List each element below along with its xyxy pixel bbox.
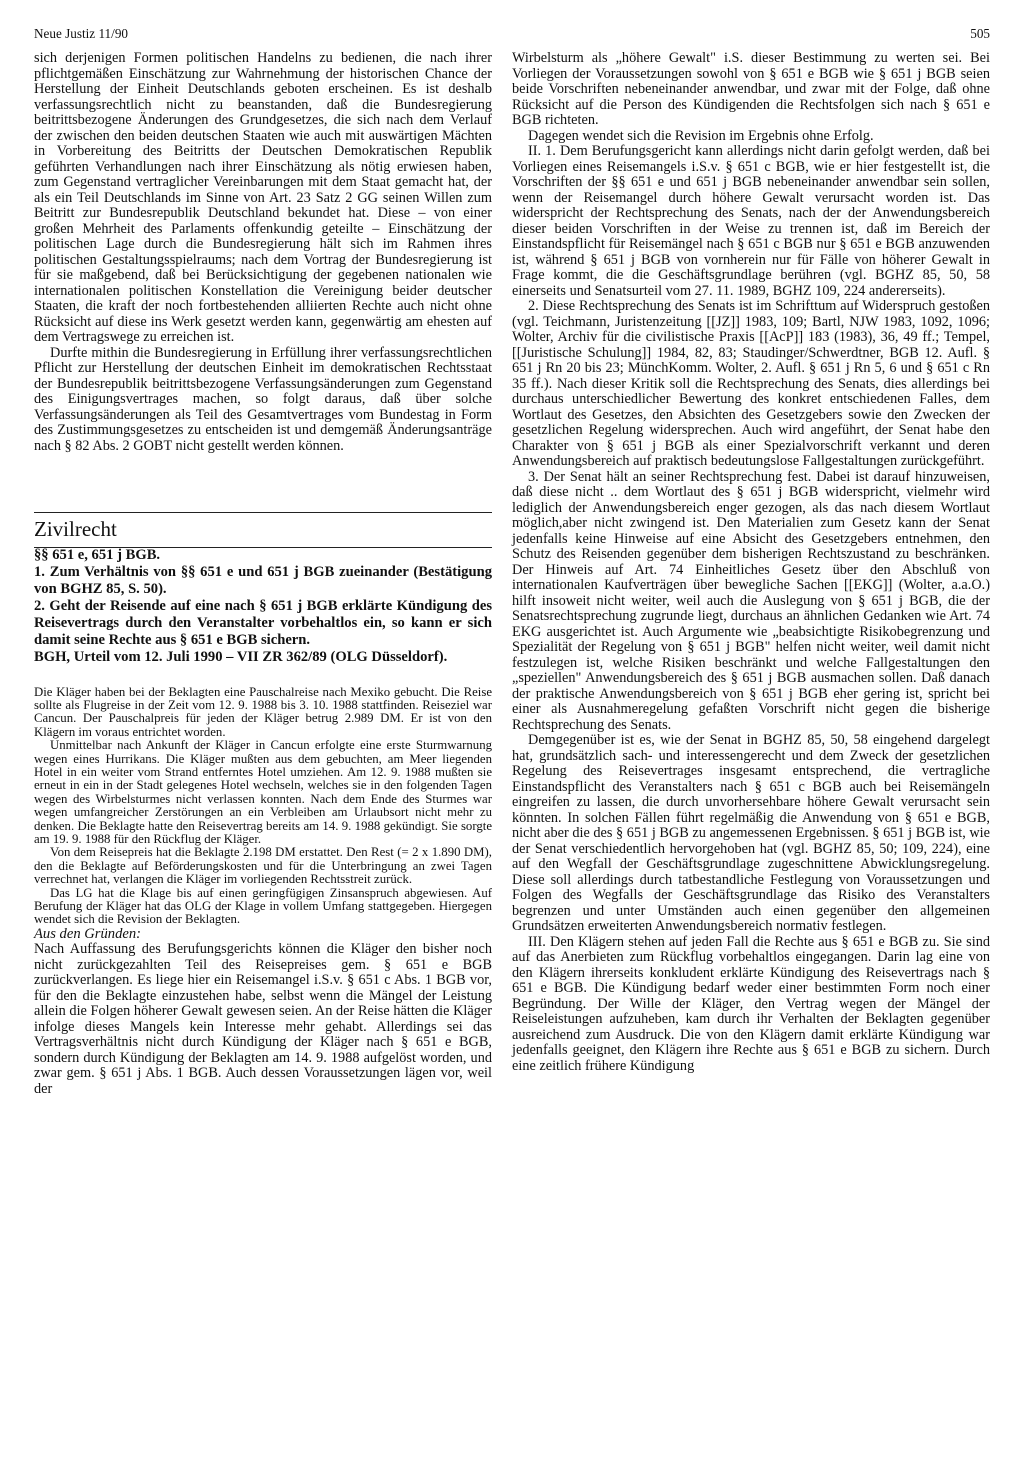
section-divider <box>34 512 492 513</box>
section-title: Zivilrecht <box>34 517 117 541</box>
paragraph: III. Den Klägern stehen auf jeden Fall die Rechte aus § 651 e BGB zu. Sie sind auf das Anerbieten zum Rückflug vorbehaltlos eingegangen. Darin lag eine von den Klägern ihrerseits konkludent erklärte Kündigung des Reisevertrags nach § 651 e BGB. Die Kündigung bedarf weder einer bestimmten Form noch einer Begründung. Der Wille der Kläger, den Vertrag wegen der Mängel der Reiseleistungen aufzuheben, kam durch ihr Verhalten der Beklagten gegenüber ausreichend zum Ausdruck. Die von den Klägern damit erklärte Kündigung war jedenfalls geeignet, den Klägern ihre Rechte aus § 651 e BGB zu sichern. Durch eine zeitlich frühere Kündigung <box>512 933 990 1074</box>
statute-reference: §§ 651 e, 651 j BGB. <box>34 547 161 563</box>
facts-paragraph: Von dem Reisepreis hat die Beklagte 2.198 DM erstattet. Den Rest (= 2 x 1.890 DM), den die Beklagte auf Beförderungskosten und für die Unterbringung an zwei Tagen verrechnet hat, verlangen die Kläger im vorliegenden Rechtsstreit zurück. <box>34 845 492 887</box>
headnote-1: 1. Zum Verhältnis von §§ 651 e und 651 j BGB zueinander (Bestätigung von BGHZ 85, S. 50). <box>34 563 492 597</box>
paragraph: Demgegenüber ist es, wie der Senat in BGHZ 85, 50, 58 eingehend dargelegt hat, grundsätzlich sach- und interessengerecht und dem Zweck der gesetzlichen Regelung des Reisevertrages insgesamt entsprechend, die vertragliche Einstandspflicht des Veranstalters nach § 651 c BGB auch bei Reisemängeln eingreifen zu lassen, die durch unvorhersehbare höhere Gewalt verursacht sein könnten. In solchen Fällen führt regelmäßig die Anwendung von § 651 e BGB, nicht aber die des § 651 j BGB zu angemessenen Ergebnissen. § 651 j BGB ist, wie der Senat verschiedentlich hervorgehoben hat (vgl. BGHZ 85, 50; 109, 224), eine auf den Wegfall der Geschäftsgrundlage zugeschnittene Abwicklungsregelung. Diese soll allerdings durch tatbestandliche Festlegung von Voraussetzungen und Folgen des Wegfalls der Geschäftsgrundlage das Risiko des Veranstalters begrenzen und unter Umständen auch einen gegenüber den allgemeinen Grundsätzen erweiterten Anwendungsbereich normativ festlegen. <box>512 732 990 934</box>
facts-paragraph: Unmittelbar nach Ankunft der Kläger in Cancun erfolgte eine erste Sturmwarnung wegen eines Hurrikans. Die Kläger mußten aus dem gebuchten, am Meer liegenden Hotel in ein weiter vom Strand entferntes Hotel umziehen. Am 12. 9. 1988 mußten sie erneut in ein in der Stadt gelegenes Hotel wechseln, welches sie in den folgenden Tagen wegen des Wirbelsturmes nicht verlassen konnten. Nach dem Ende des Sturmes war wegen umfangreicher Zerstörungen an ein Verbleiben am Urlaubsort nicht mehr zu denken. Die Beklagte hatte den Reisevertrag bereits am 14. 9. 1988 gekündigt. Sie sorgte am 19. 9. 1988 für den Rückflug der Kläger. <box>34 738 492 846</box>
paragraph: II. 1. Dem Berufungsgericht kann allerdings nicht darin gefolgt werden, daß bei Vorliegen eines Reisemangels i.S.v. § 651 c BGB, wie er hier festgestellt ist, die Vorschriften der §§ 651 e und 651 j BGB nebeneinander anwendbar sein sollen, wenn der Reisemangel durch höhere Gewalt verursacht worden ist. Das widerspricht der Rechtsprechung des Senats, nach der der Anwendungsbereich dieser beiden Vorschriften in der Weise zu trennen ist, daß im Bereich der Einstandspflicht für Reisemängel nach § 651 c BGB nur § 651 e BGB anzuwenden ist, während § 651 j BGB von vornherein nur für Fälle von höherer Gewalt in Frage kommt, die die Geschäftsgrundlage berühren (vgl. BGHZ 85, 50, 58 einerseits und Senatsurteil vom 27. 11. 1989, BGHZ 109, 224 andererseits). <box>512 143 990 299</box>
journal-issue: Neue Justiz 11/90 <box>34 26 129 41</box>
paragraph: sich derjenigen Formen politischen Handelns zu bedienen, die nach ihrer pflichtgemäßen Einschätzung zur Wahrnehmung der historischen Chance der Herstellung der Einheit Deutschlands geboten erscheinen. Es ist deshalb verfassungsrechtlich nicht zu beanstanden, daß die Bundesregierung beitrittsbezogene Änderungen des Grundgesetzes, die sich nach dem Verlauf der zwischen den beiden deutschen Staaten wie auch mit auswärtigen Mächten in Vorbereitung des Beitritts der Deutschen Demokratischen Republik geführten Verhandlungen nach ihrer Einschätzung als nötig erwiesen haben, zum Gegenstand vertraglicher Vereinbarungen mit dem Staat gemacht hat, der als ein Teil Deutschlands im Sinne von Art. 23 Satz 2 GG seinen Willen zum Beitritt zur Bundesrepublik Deutschland bekundet hat. Diese – von einer großen Mehrheit des Parlaments offenkundig geteilte – Einschätzung der politischen Lage durch die Bundesregierung hält sich im Rahmen ihres politischen Gestaltungsspielraums; nach dem Vortrag der Bundesregierung ist für sie maßgebend, daß bei Berücksichtigung der gegebenen nationalen wie internationalen politischen Konstellation die Vereinigung beider deutscher Staaten, die kraft der noch fortbestehenden alliierten Rechte auch nicht ohne Rücksicht auf diese ins Werk gesetzt werden kann, gegenwärtig am ehesten auf dem Vertragswege zu erreichen ist. <box>34 50 492 345</box>
paragraph: Durfte mithin die Bundesregierung in Erfüllung ihrer verfassungsrechtlichen Pflicht zur Herstellung der deutschen Einheit im demokratischen Rechtsstaat der Bundesrepublik beitrittsbezogene Verfassungsänderungen zum Gegenstand des Einigungsvertrages machen, so folgt daraus, daß über solche Verfassungsänderungen als Teil des Gesamtvertrages vom Bundestag in Form des Zustimmungsgesetzes zu entscheiden ist und demgemäß Änderungsanträge nach § 82 Abs. 2 GOBT nicht gestellt werden können. <box>34 344 492 454</box>
paragraph: Wirbelsturm als „höhere Gewalt" i.S. dieser Bestimmung zu werten sei. Bei Vorliegen der Voraussetzungen sowohl von § 651 e BGB wie § 651 j BGB seien beide Vorschriften nebeneinander anwendbar, und zwar mit der Folge, daß ohne Rücksicht auf die Person des Kündigenden die Rechtsfolgen sich nach § 651 e BGB richteten. <box>512 50 990 128</box>
paragraph: 3. Der Senat hält an seiner Rechtsprechung fest. Dabei ist darauf hinzuweisen, daß diese nicht .. dem Wortlaut des § 651 j BGB widerspricht, vielmehr wird lediglich der Anwendungsbereich enger gezogen, als das nach diesem Wortlaut möglich,aber nicht zwingend ist. Den Materialien zum Gesetz kann der Senat jedenfalls keine Hinweise auf eine Absicht des Gesetzgebers entnehmen, den Schutz des Reisenden gegenüber dem bisherigen Rechtszustand zu beschränken. Der Hinweis auf Art. 74 Einheitliches Gesetz über den Abschluß von internationalen Kaufverträgen über bewegliche Sachen [[EKG]] (Wolter, a.a.O.) hilft insoweit nicht weiter, weil auch die Auslegung von § 651 j BGB, die der Senatsrechtsprechung zugrunde liegt, durchaus an ähnlichen Gedanken wie Art. 74 EKG ausgerichtet ist. Auch Argumente wie „beabsichtigte Risikobegrenzung und Spezialität der Regelung von § 651 j BGB" helfen nicht weiter, weil damit nicht festzulegen ist, welche Risiken beschränkt und welche Fallgestaltungen den „speziellen" Anwendungsbereich des § 651 j BGB ausmachen sollen. Daß danach der praktische Anwendungsbereich von § 651 j BGB eher gering ist, spricht bei einer als Ausnahmeregelung gefaßten Vorschrift nicht gegen die bisherige Rechtsprechung des Senats. <box>512 468 990 733</box>
paragraph: Dagegen wendet sich die Revision im Ergebnis ohne Erfolg. <box>528 127 874 144</box>
court-citation: BGH, Urteil vom 12. Juli 1990 – VII ZR 362/89 (OLG Düsseldorf). <box>34 648 448 665</box>
facts-paragraph: Das LG hat die Klage bis auf einen geringfügigen Zinsanspruch abgewiesen. Auf Berufung der Kläger hat das OLG der Klage in vollem Umfang stattgegeben. Hiergegen wendet sich die Revision der Beklagten. <box>34 885 492 927</box>
paragraph: Nach Auffassung des Berufungsgerichts können die Kläger den bisher noch nicht zurückgezahlten Teil des Reisepreises gem. § 651 e BGB zurückverlangen. Es liege hier ein Reisemangel i.S.v. § 651 c Abs. 1 BGB vor, für den die Beklagte einzustehen habe, selbst wenn die Mängel der Leistung allein die Folgen höherer Gewalt gewesen seien. An der Reise hätten die Kläger infolge dieses Mangels kein Interesse mehr gehabt. Allerdings sei das Vertragsverhältnis nicht durch Kündigung der Kläger nach § 651 e BGB, sondern durch Kündigung der Beklagten am 14. 9. 1988 aufgelöst worden, und zwar gem. § 651 j Abs. 1 BGB. Auch dessen Voraussetzungen lägen vor, weil der <box>34 941 492 1097</box>
headnote-2: 2. Geht der Reisende auf eine nach § 651 j BGB erklärte Kündigung des Reisevertrags durch den Veranstalter vorbehaltlos ein, so kann er sich damit seine Rechte aus § 651 e BGB sichern. <box>34 597 492 648</box>
left-column <box>34 51 492 1097</box>
paragraph: 2. Diese Rechtsprechung des Senats ist im Schrifttum auf Widerspruch gestoßen (vgl. Teichmann, Juristenzeitung [[JZ]] 1983, 109; Bartl, NJW 1983, 1092, 1096; Wolter, Archiv für die civilistische Praxis [[AcP]] 183 (1983), 36, 49 ff.; Tempel, [[Juristische Schulung]] 1984, 82, 83; Staudinger/Schwerdtner, BGB 12. Aufl. § 651 j Rn 20 bis 23; MünchKomm. Wolter, 2. Aufl. § 651 j Rn 5, 6 und § 651 c Rn 35 ff.). Nach dieser Kritik soll die Rechtsprechung des Senats, dies allerdings bei durchaus unterschiedlicher Bewertung des konkret entschiedenen Falles, dem Wortlaut des Gesetzes, den Absichten des Gesetzgebers sowie den Zwecken der gesetzlichen Regelung widersprechen. Auch wird angeführt, der Senat habe den Charakter von § 651 j BGB als einer Spezialvorschrift verkannt und deren Anwendungsbereich auf praktisch bedeutungslose Fallgestaltungen zurückgeführt. <box>512 298 990 469</box>
facts-paragraph: Die Kläger haben bei der Beklagten eine Pauschalreise nach Mexiko gebucht. Die Reise sollte als Flugreise in der Zeit vom 12. 9. 1988 bis 3. 10. 1988 stattfinden. Reiseziel war Cancun. Der Pauschalpreis für jeden der Kläger betrug 2.989 DM. Er ist von den Klägern im voraus entrichtet worden. <box>34 684 492 739</box>
running-header <box>34 26 990 44</box>
right-column <box>512 51 990 1074</box>
reasons-heading: Aus den Gründen: <box>34 925 142 942</box>
page-number: 505 <box>970 26 990 41</box>
facts-section <box>34 686 492 927</box>
